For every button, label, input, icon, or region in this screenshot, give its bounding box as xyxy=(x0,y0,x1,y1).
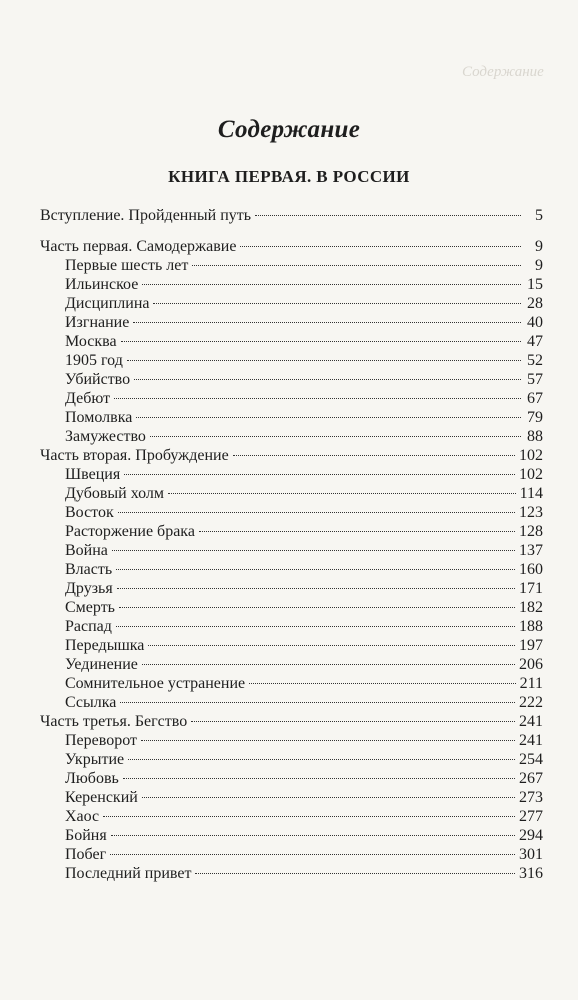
toc-entry-title: Керенский xyxy=(65,789,138,806)
toc-chapter-entry xyxy=(40,617,543,636)
toc-entry-title: 1905 год xyxy=(65,352,123,369)
toc-entry-title: Первые шесть лет xyxy=(65,257,189,274)
toc-chapter-entry xyxy=(40,275,543,294)
toc-page-number: 47 xyxy=(527,333,543,350)
dot-leader xyxy=(142,284,521,285)
toc-entry-title: Дисциплина xyxy=(65,295,150,312)
toc-part-entry xyxy=(40,446,543,465)
dot-leader xyxy=(141,740,515,741)
dot-leader xyxy=(117,588,515,589)
dot-leader xyxy=(136,417,521,418)
table-of-contents xyxy=(40,206,543,883)
toc-page-number: 277 xyxy=(519,808,543,825)
dot-leader xyxy=(121,341,521,342)
toc-entry-title: Переворот xyxy=(65,732,137,749)
toc-page-number: 57 xyxy=(527,371,543,388)
toc-entry-title: Любовь xyxy=(65,770,119,787)
toc-page-number: 28 xyxy=(527,295,543,312)
toc-entry-title: Уединение xyxy=(65,656,138,673)
toc-entry-title: Последний привет xyxy=(65,865,192,882)
toc-part-entry xyxy=(40,237,543,256)
dot-leader xyxy=(134,379,521,380)
toc-chapter-entry xyxy=(40,294,543,313)
dot-leader xyxy=(112,550,515,551)
toc-entry-title: Укрытие xyxy=(65,751,125,768)
toc-chapter-entry xyxy=(40,256,543,275)
dot-leader xyxy=(116,626,515,627)
toc-entry-title: Передышка xyxy=(65,637,145,654)
toc-entry-title: Смерть xyxy=(65,599,115,616)
toc-entry-title: Часть первая. Самодержавие xyxy=(40,238,237,255)
toc-chapter-entry xyxy=(40,655,543,674)
dot-leader xyxy=(111,835,515,836)
toc-page-number: 211 xyxy=(519,675,543,692)
toc-chapter-entry xyxy=(40,845,543,864)
dot-leader xyxy=(114,398,521,399)
toc-entry-title: Вступление. Пройденный путь xyxy=(40,207,252,224)
toc-page-number: 294 xyxy=(519,827,543,844)
toc-page-number: 9 xyxy=(535,238,543,255)
toc-entry-title: Война xyxy=(65,542,108,559)
dot-leader xyxy=(124,474,515,475)
toc-page-number: 123 xyxy=(519,504,543,521)
toc-page-number: 273 xyxy=(519,789,543,806)
toc-entry-title: Изгнание xyxy=(65,314,130,331)
toc-page-number: 5 xyxy=(535,207,543,224)
toc-chapter-entry xyxy=(40,370,543,389)
dot-leader xyxy=(142,797,515,798)
toc-chapter-entry xyxy=(40,769,543,788)
toc-page-number: 301 xyxy=(519,846,543,863)
toc-entry-title: Швеция xyxy=(65,466,121,483)
toc-entry-title: Дебют xyxy=(65,390,111,407)
toc-page-number: 160 xyxy=(519,561,543,578)
toc-part-entry xyxy=(40,206,543,225)
toc-page-number: 9 xyxy=(535,257,543,274)
page-title: Содержание xyxy=(217,116,361,143)
toc-entry-title: Помолвка xyxy=(65,409,133,426)
toc-page-number: 88 xyxy=(527,428,543,445)
toc-page-number: 267 xyxy=(519,770,543,787)
dot-leader xyxy=(118,512,515,513)
toc-chapter-entry xyxy=(40,560,543,579)
toc-entry-title: Часть вторая. Пробуждение xyxy=(40,447,229,464)
toc-page-number: 67 xyxy=(527,390,543,407)
dot-leader xyxy=(120,702,515,703)
toc-entry-title: Власть xyxy=(65,561,113,578)
toc-chapter-entry xyxy=(40,807,543,826)
dot-leader xyxy=(123,778,515,779)
toc-entry-title: Замужество xyxy=(65,428,146,445)
toc-entry-title: Часть третья. Бегство xyxy=(40,713,188,730)
dot-leader xyxy=(153,303,521,304)
toc-entry-title: Убийство xyxy=(65,371,131,388)
toc-entry-title: Распад xyxy=(65,618,112,635)
toc-chapter-entry xyxy=(40,636,543,655)
dot-leader xyxy=(127,360,521,361)
dot-leader xyxy=(150,436,521,437)
toc-entry-title: Сомнительное устранение xyxy=(65,675,246,692)
toc-page-number: 197 xyxy=(519,637,543,654)
dot-leader xyxy=(191,721,515,722)
toc-chapter-entry xyxy=(40,408,543,427)
dot-leader xyxy=(128,759,515,760)
dot-leader xyxy=(148,645,515,646)
toc-chapter-entry xyxy=(40,693,543,712)
dot-leader xyxy=(240,246,521,247)
toc-entry-title: Ссылка xyxy=(65,694,117,711)
toc-entry-title: Дубовый холм xyxy=(65,485,164,502)
dot-leader xyxy=(233,455,515,456)
dot-leader xyxy=(168,493,516,494)
toc-page-number: 182 xyxy=(519,599,543,616)
toc-chapter-entry xyxy=(40,579,543,598)
toc-chapter-entry xyxy=(40,351,543,370)
toc-chapter-entry xyxy=(40,389,543,408)
toc-page-number: 241 xyxy=(519,732,543,749)
toc-chapter-entry xyxy=(40,313,543,332)
toc-page-number: 102 xyxy=(519,466,543,483)
toc-chapter-entry xyxy=(40,503,543,522)
toc-page-number: 40 xyxy=(527,314,543,331)
toc-page-number: 316 xyxy=(519,865,543,882)
toc-page-number: 254 xyxy=(519,751,543,768)
dot-leader xyxy=(142,664,515,665)
toc-chapter-entry xyxy=(40,541,543,560)
toc-chapter-entry xyxy=(40,731,543,750)
toc-page-number: 114 xyxy=(519,485,543,502)
toc-chapter-entry xyxy=(40,484,543,503)
toc-entry-title: Восток xyxy=(65,504,114,521)
dot-leader xyxy=(255,215,521,216)
toc-entry-title: Друзья xyxy=(65,580,113,597)
toc-page-number: 15 xyxy=(527,276,543,293)
toc-entry-title: Хаос xyxy=(65,808,100,825)
toc-entry-title: Москва xyxy=(65,333,117,350)
book-section-title: КНИГА ПЕРВАЯ. В РОССИИ xyxy=(168,167,410,186)
toc-entry-title: Расторжение брака xyxy=(65,523,195,540)
toc-entry-title: Побег xyxy=(65,846,107,863)
show-through-running-head: Содержание xyxy=(462,64,544,80)
toc-page-number: 222 xyxy=(519,694,543,711)
toc-page-number: 188 xyxy=(519,618,543,635)
dot-leader xyxy=(133,322,521,323)
toc-chapter-entry xyxy=(40,674,543,693)
toc-part-entry xyxy=(40,712,543,731)
toc-page-number: 128 xyxy=(519,523,543,540)
toc-entry-title: Ильинское xyxy=(65,276,139,293)
dot-leader xyxy=(192,265,521,266)
toc-page-number: 206 xyxy=(519,656,543,673)
dot-leader xyxy=(116,569,515,570)
toc-chapter-entry xyxy=(40,427,543,446)
toc-entry-title: Бойня xyxy=(65,827,107,844)
dot-leader xyxy=(249,683,515,684)
toc-page-number: 79 xyxy=(527,409,543,426)
dot-leader xyxy=(119,607,515,608)
dot-leader xyxy=(195,873,515,874)
toc-page-number: 171 xyxy=(519,580,543,597)
dot-leader xyxy=(103,816,515,817)
toc-chapter-entry xyxy=(40,864,543,883)
toc-chapter-entry xyxy=(40,750,543,769)
dot-leader xyxy=(110,854,515,855)
toc-page-number: 241 xyxy=(519,713,543,730)
toc-page-number: 137 xyxy=(519,542,543,559)
toc-chapter-entry xyxy=(40,598,543,617)
toc-chapter-entry xyxy=(40,332,543,351)
dot-leader xyxy=(199,531,515,532)
toc-page-number: 102 xyxy=(519,447,543,464)
toc-chapter-entry xyxy=(40,788,543,807)
toc-chapter-entry xyxy=(40,465,543,484)
toc-chapter-entry xyxy=(40,522,543,541)
toc-chapter-entry xyxy=(40,826,543,845)
toc-page-number: 52 xyxy=(527,352,543,369)
